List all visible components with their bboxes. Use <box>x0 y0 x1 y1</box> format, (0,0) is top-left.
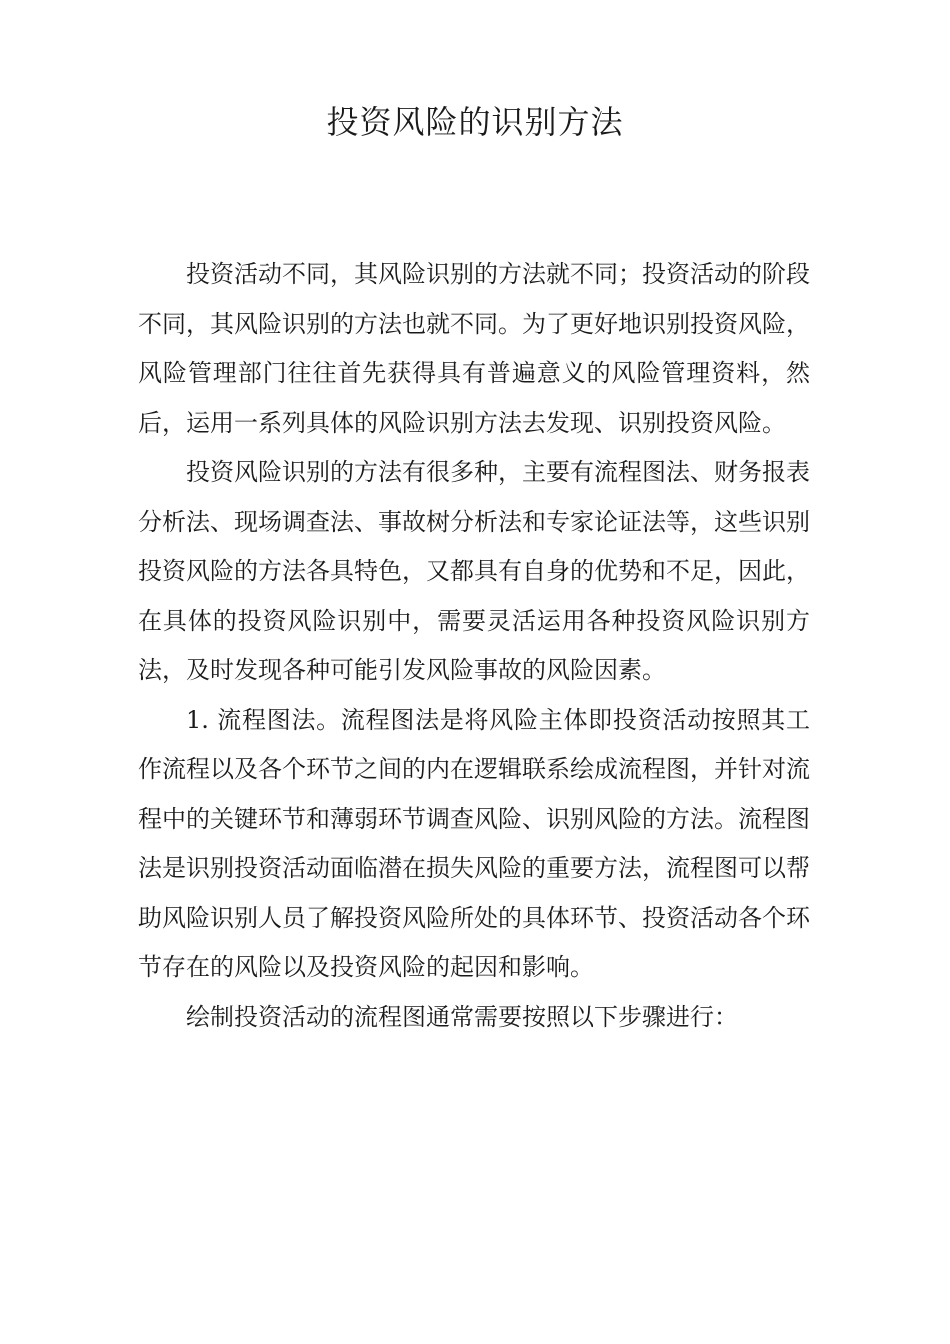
paragraph-intro: 投资活动不同，其风险识别的方法就不同；投资活动的阶段不同，其风险识别的方法也就不同。为了更好地识别投资风险，风险管理部门往往首先获得具有普遍意义的风险管理资料，然后，运用一系列具体的风险识别方法去发现、识别投资风险。 <box>138 260 810 437</box>
paragraph-flowchart-steps: 绘制投资活动的流程图通常需要按照以下步骤进行： <box>186 1002 738 1031</box>
paragraph-flowchart-method: 1. 流程图法。流程图法是将风险主体即投资活动按照其工作流程以及各个环节之间的内在逻辑联系绘成流程图，并针对流程中的关键环节和薄弱环节调查风险、识别风险的方法。流程图法是识别投资活动面临潜在损失风险的重要方法，流程图可以帮助风险识别人员了解投资风险所处的具体环节、投资活动各个环节存在的风险以及投资风险的起因和影响。 <box>138 705 810 981</box>
page-title: 投资风险的识别方法 <box>326 103 624 141</box>
document-body <box>138 250 810 1042</box>
paragraph-methods-overview: 投资风险识别的方法有很多种，主要有流程图法、财务报表分析法、现场调查法、事故树分析法和专家论证法等，这些识别投资风险的方法各具特色，又都具有自身的优势和不足，因此，在具体的投资风险识别中，需要灵活运用各种投资风险识别方法，及时发现各种可能引发风险事故的风险因素。 <box>138 458 810 684</box>
